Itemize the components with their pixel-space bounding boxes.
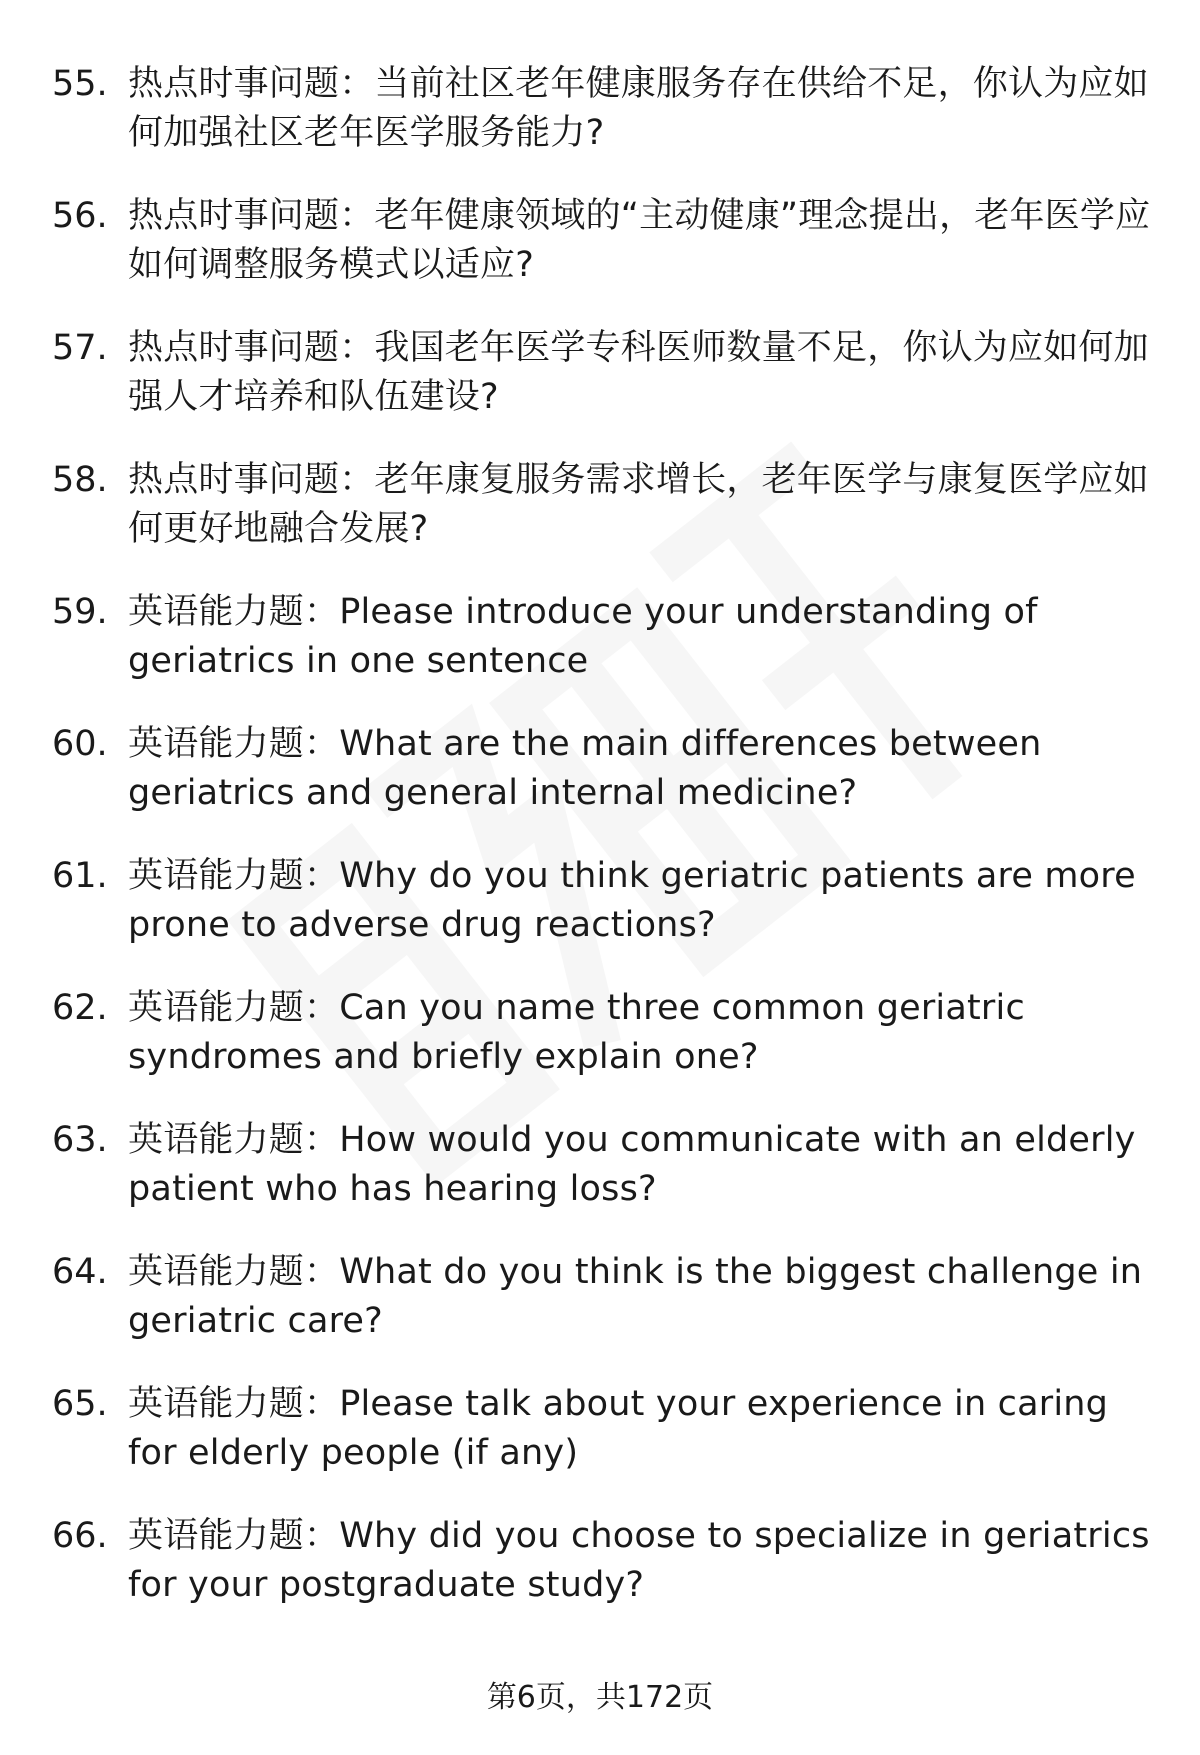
question-item — [52, 60, 1152, 192]
question-text: 热点时事问题：老年健康领域的“主动健康”理念提出，老年医学应如何调整服务模式以适应? — [128, 196, 1151, 285]
question-item — [52, 1248, 1152, 1380]
question-item — [52, 1116, 1152, 1248]
question-number: 58. — [52, 460, 108, 500]
question-text: 英语能力题：Why do you think geriatric patients are more prone to adverse drug reactions? — [128, 856, 1136, 945]
question-item — [52, 456, 1152, 588]
question-text: 热点时事问题：老年康复服务需求增长，老年医学与康复医学应如何更好地融合发展? — [128, 460, 1149, 549]
question-number: 63. — [52, 1120, 108, 1160]
question-text: 英语能力题：What do you think is the biggest challenge in geriatric care? — [128, 1252, 1143, 1341]
page-footer — [0, 1678, 1200, 1718]
question-text: 英语能力题：Please introduce your understanding of geriatrics in one sentence — [128, 592, 1038, 681]
question-number: 64. — [52, 1252, 108, 1292]
question-text: 英语能力题：How would you communicate with an elderly patient who has hearing loss? — [128, 1120, 1136, 1209]
question-item — [52, 1512, 1152, 1644]
question-list — [52, 60, 1152, 1644]
question-number: 56. — [52, 196, 108, 236]
question-number: 55. — [52, 64, 108, 104]
question-text: 英语能力题：Please talk about your experience in caring for elderly people (if any) — [128, 1384, 1109, 1473]
question-number: 61. — [52, 856, 108, 896]
question-text: 热点时事问题：当前社区老年健康服务存在供给不足，你认为应如何加强社区老年医学服务能力? — [128, 64, 1149, 153]
question-text: 英语能力题：Can you name three common geriatric syndromes and briefly explain one? — [128, 988, 1025, 1077]
question-number: 57. — [52, 328, 108, 368]
question-number: 60. — [52, 724, 108, 764]
question-number: 66. — [52, 1516, 108, 1556]
question-text: 热点时事问题：我国老年医学专科医师数量不足，你认为应如何加强人才培养和队伍建设? — [128, 328, 1149, 417]
question-item — [52, 192, 1152, 324]
question-item — [52, 588, 1152, 720]
question-text: 英语能力题：Why did you choose to specialize in geriatrics for your postgraduate study? — [128, 1516, 1150, 1605]
question-item — [52, 720, 1152, 852]
question-text: 英语能力题：What are the main differences between geriatrics and general internal medicine? — [128, 724, 1042, 813]
question-item — [52, 324, 1152, 456]
page-number-label: 第6页，共172页 — [486, 1680, 714, 1715]
question-item — [52, 1380, 1152, 1512]
question-number: 59. — [52, 592, 108, 632]
question-number: 62. — [52, 988, 108, 1028]
question-item — [52, 984, 1152, 1116]
question-number: 65. — [52, 1384, 108, 1424]
question-item — [52, 852, 1152, 984]
